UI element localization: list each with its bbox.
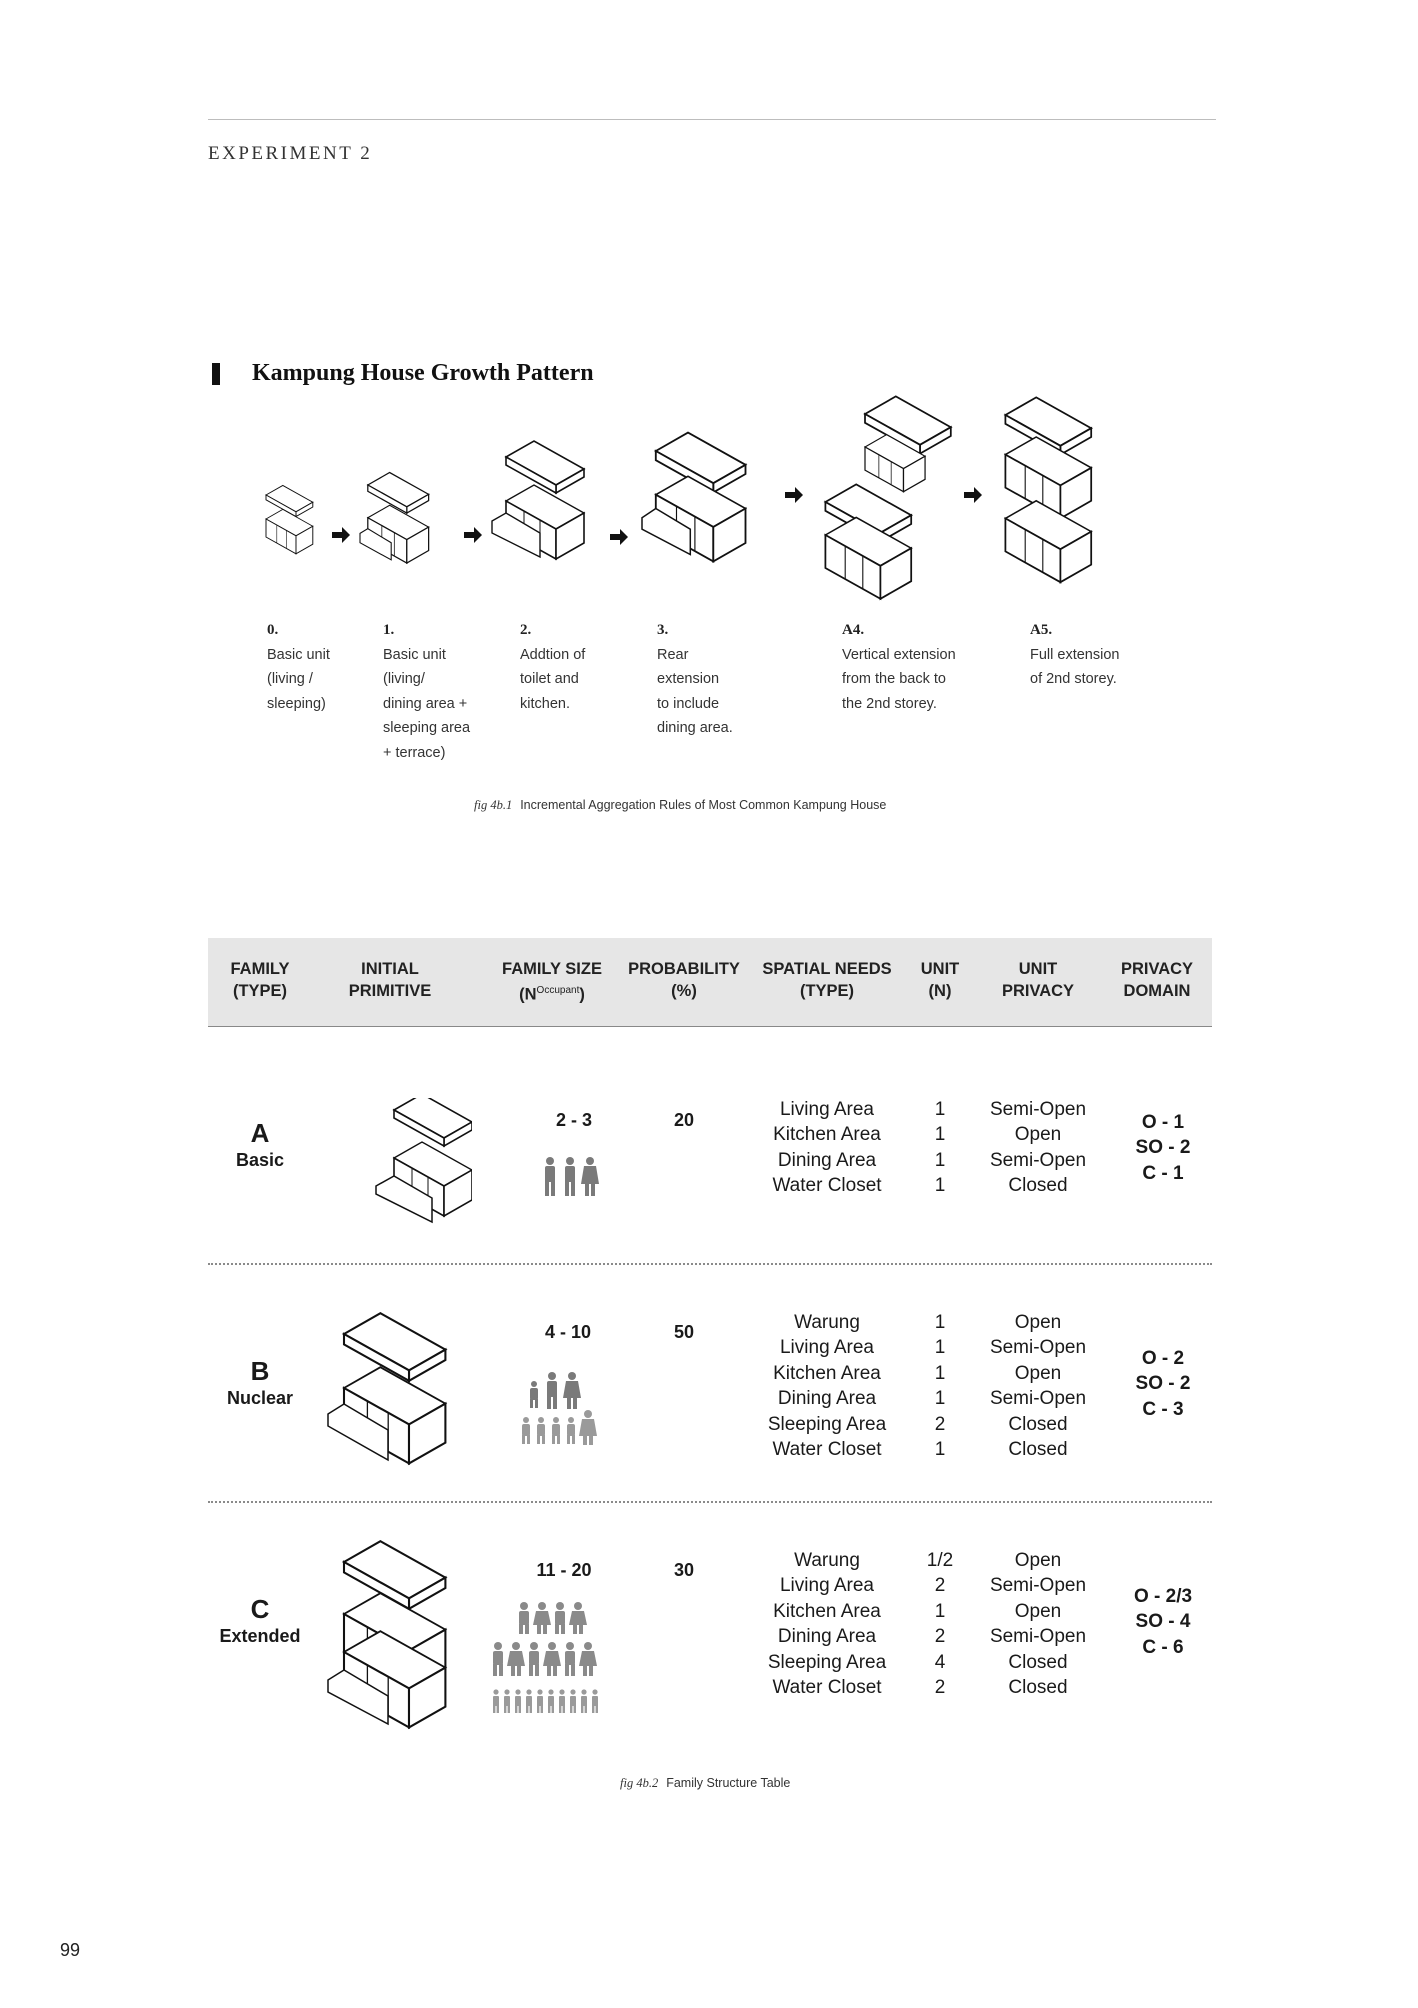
- family-size-b: 4 - 10: [544, 1322, 592, 1342]
- header-spatial-needs: SPATIAL NEEDS (TYPE): [762, 960, 892, 1000]
- section-heading: [212, 360, 594, 387]
- family-size-a: 2 - 3: [555, 1110, 593, 1130]
- header-family-size: FAMILY SIZE $(N^{Occupant})$: [502, 960, 602, 1004]
- units-a: 1 1 1 1: [934, 1099, 946, 1197]
- section-title: Kampung House Growth Pattern: [252, 360, 594, 386]
- unit-privacy-b: Open Semi-Open Open Semi-Open Closed Closed: [989, 1312, 1087, 1460]
- step-0-house-icon: [266, 485, 313, 553]
- growth-step-a5: A5. Full extension of 2nd storey.: [1030, 622, 1120, 687]
- family-c-label: C Extended: [219, 1594, 301, 1646]
- figure-label: fig 4b.2: [620, 1776, 659, 1790]
- page-number: 99: [60, 1940, 81, 1960]
- figure-caption-1: fig 4b.1 Incremental Aggregation Rules of Most Common Kampung House: [474, 798, 887, 812]
- probability-c: 30: [673, 1560, 695, 1580]
- growth-step-3: 3. Rear extension to include dining area.: [657, 622, 733, 736]
- people-icon: [520, 1372, 600, 1446]
- probability-a: 20: [673, 1110, 695, 1130]
- privacy-domain-a: O - 1 SO - 2 C - 1: [1135, 1112, 1191, 1184]
- step-3-house-icon: [642, 433, 746, 562]
- figure-caption-2: fig 4b.2 Family Structure Table: [620, 1776, 791, 1790]
- header-probability: PROBABILITY (%): [628, 960, 740, 1000]
- family-a-label: A Basic: [235, 1118, 285, 1170]
- row-divider: [208, 1263, 1212, 1265]
- table-header: [208, 938, 1212, 1027]
- header-unit-privacy: UNIT PRIVACY: [1001, 960, 1075, 1000]
- growth-step-a4: A4. Vertical extension from the back to the 2nd storey.: [842, 622, 956, 712]
- basic-house-icon: [372, 1098, 472, 1228]
- units-b: 1 1 1 1 2 1: [934, 1312, 946, 1460]
- chapter-title: EXPERIMENT 2: [208, 143, 373, 164]
- growth-pattern-diagram: [250, 395, 1170, 625]
- heading-bar-marker: [212, 363, 220, 385]
- step-1-house-icon: [360, 473, 429, 563]
- growth-step-1: 1. Basic unit (living/ dining area + sleeping area + terrace): [383, 622, 471, 761]
- header-rule: [208, 119, 1216, 120]
- unit-privacy-a: Semi-Open Open Semi-Open Closed: [989, 1099, 1087, 1197]
- step-a4-house-icon: [825, 396, 950, 598]
- people-icon: [490, 1602, 600, 1720]
- figure-label: fig 4b.1: [474, 798, 513, 812]
- arrow-icon: [785, 487, 803, 503]
- header-privacy-domain: PRIVACY DOMAIN: [1120, 960, 1194, 1000]
- header-primitive: INITIAL PRIMITIVE: [348, 960, 432, 1000]
- step-a5-house-icon: [1005, 397, 1091, 582]
- header-unit: UNIT (N): [920, 960, 960, 1000]
- family-size-c: 11 - 20: [536, 1560, 592, 1580]
- family-b-label: B Nuclear: [226, 1356, 294, 1408]
- arrow-icon: [964, 487, 982, 503]
- spatial-needs-b: Warung Living Area Kitchen Area Dining Area Sleeping Area Water Closet: [767, 1312, 887, 1460]
- row-divider: [208, 1501, 1212, 1503]
- step-2-house-icon: [492, 441, 584, 559]
- arrow-icon: [464, 527, 482, 543]
- arrow-icon: [610, 529, 628, 545]
- arrow-icon: [332, 527, 350, 543]
- nuclear-house-icon: [326, 1304, 476, 1474]
- extended-house-icon: [326, 1532, 476, 1732]
- units-c: 1/2 2 1 2 4 2: [926, 1550, 954, 1698]
- spatial-needs-a: Living Area Kitchen Area Dining Area Water Closet: [772, 1099, 882, 1197]
- header-family: FAMILY (TYPE): [230, 960, 290, 1000]
- growth-step-0: 0. Basic unit (living / sleeping): [267, 622, 330, 712]
- unit-privacy-c: Open Semi-Open Open Semi-Open Closed Closed: [989, 1550, 1087, 1698]
- spatial-needs-c: Warung Living Area Kitchen Area Dining Area Sleeping Area Water Closet: [767, 1550, 887, 1698]
- privacy-domain-c: O - 2/3 SO - 4 C - 6: [1133, 1586, 1193, 1658]
- growth-step-2: 2. Addtion of toilet and kitchen.: [520, 622, 586, 712]
- people-icon: [542, 1156, 602, 1202]
- probability-b: 50: [673, 1322, 695, 1342]
- privacy-domain-b: O - 2 SO - 2 C - 3: [1135, 1348, 1191, 1420]
